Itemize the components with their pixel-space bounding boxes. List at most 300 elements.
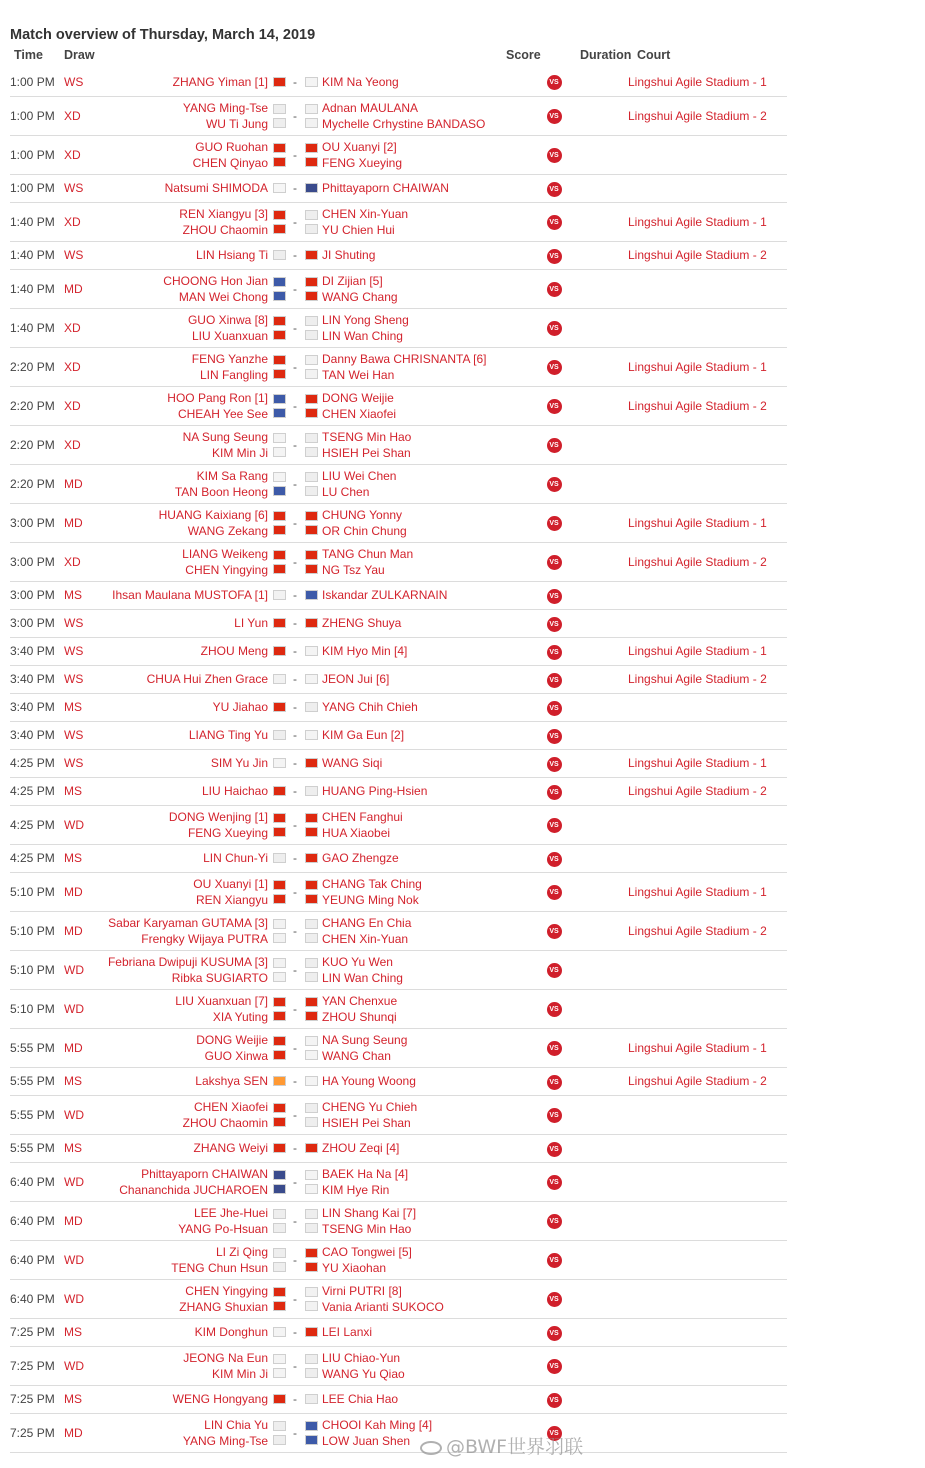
flag-id-icon [305,1301,318,1311]
player-link[interactable]: NG Tsz Yau [322,562,385,577]
score-cell [540,1162,568,1201]
versus-dash: - [290,844,300,872]
vs-icon[interactable]: VS [547,182,562,197]
court-link[interactable] [628,464,787,503]
match-draw[interactable]: XD [64,308,92,347]
player-link[interactable]: GAO Zhengze [322,851,399,865]
court-link[interactable] [628,1095,787,1134]
vs-icon[interactable]: VS [547,555,562,570]
vs-icon[interactable]: VS [547,1108,562,1123]
match-time: 1:00 PM [10,96,64,135]
flag-kr-icon [305,77,318,87]
player-link[interactable]: CHEN Yingying [185,1283,268,1298]
player-link[interactable]: TENG Chun Hsun [171,1260,268,1275]
court-link[interactable]: Lingshui Agile Stadium - 2 [628,665,787,693]
player-link[interactable]: DI Zijian [5] [322,273,383,288]
player-link[interactable]: WANG Zekang [187,523,268,538]
vs-icon[interactable]: VS [547,516,562,531]
player-link[interactable]: CHOONG Hon Jian [163,273,268,288]
court-link[interactable] [628,1385,787,1413]
player-link[interactable]: FENG Xueying [322,155,403,170]
match-draw[interactable]: MS [64,1318,92,1346]
player-link[interactable]: LI Yun [234,616,268,630]
flag-kr-icon [273,433,286,443]
match-draw[interactable]: XD [64,386,92,425]
player-link[interactable]: LIU Xuanxuan [191,328,268,343]
player-link[interactable]: HUANG Kaixiang [6] [158,507,268,522]
player-link[interactable]: WANG Yu Qiao [322,1366,405,1381]
court-link[interactable] [628,1318,787,1346]
player-link[interactable]: LI Zi Qing [215,1244,268,1259]
vs-icon[interactable]: VS [547,1326,562,1341]
team2-players [322,1385,540,1413]
team1-players [92,269,268,308]
flag-cn-icon [273,564,286,574]
vs-icon[interactable]: VS [547,360,562,375]
player-link[interactable]: Vania Arianti SUKOCO [322,1299,444,1314]
player-link[interactable]: LIU Xuanxuan [7] [175,993,268,1008]
player-link[interactable]: YANG Chih Chieh [322,700,418,714]
player-link[interactable]: MAN Wei Chong [178,289,268,304]
player-link[interactable]: DONG Wenjing [1] [168,809,268,824]
player-link[interactable]: CHEN Xin-Yuan [322,206,409,221]
match-draw[interactable]: MD [64,503,92,542]
player-link[interactable]: ZHOU Meng [200,644,268,658]
match-draw[interactable]: WD [64,1346,92,1385]
vs-icon[interactable]: VS [547,701,562,716]
court-link[interactable] [628,1413,787,1452]
flag-my-icon [305,1421,318,1431]
player-link[interactable]: LEE Chia Hao [322,1392,399,1406]
flag-cn-icon [273,1036,286,1046]
duration-cell [568,1028,628,1067]
player-link[interactable]: KIM Hyo Min [4] [322,644,408,658]
flag-cn-icon [273,157,286,167]
player-link[interactable]: WANG Siqi [322,756,383,770]
vs-icon[interactable]: VS [547,673,562,688]
player-link[interactable]: LIN Hsiang Ti [195,248,268,262]
duration-cell [568,805,628,844]
player-link[interactable]: FENG Xueying [187,825,268,840]
player-link[interactable]: LIU Haichao [201,784,268,798]
player-link[interactable]: JI Shuting [322,248,376,262]
match-time: 1:40 PM [10,241,64,269]
vs-icon[interactable]: VS [547,249,562,264]
court-link[interactable] [628,174,787,202]
team2-flags [300,308,322,347]
court-link[interactable] [628,721,787,749]
match-draw[interactable]: WS [64,174,92,202]
flag-tw-icon [273,1262,286,1272]
player-link[interactable]: KIM Min Ji [211,445,268,460]
player-link[interactable]: CHANG Tak Ching [322,876,422,891]
vs-icon[interactable]: VS [547,1253,562,1268]
team1-players [92,96,268,135]
player-link[interactable]: HOO Pang Ron [1] [167,390,268,405]
vs-icon[interactable]: VS [547,109,562,124]
player-link[interactable]: GUO Xinwa [204,1048,268,1063]
vs-icon[interactable]: VS [547,1359,562,1374]
player-link[interactable]: NA Sung Seung [322,1032,408,1047]
court-link[interactable] [628,693,787,721]
court-link[interactable] [628,1162,787,1201]
player-link[interactable]: HUA Xiaobei [322,825,391,840]
player-link[interactable]: ZHOU Chaomin [182,1115,268,1130]
vs-icon[interactable]: VS [547,645,562,660]
vs-icon[interactable]: VS [547,282,562,297]
player-link[interactable]: KIM Ga Eun [2] [322,728,405,742]
player-link[interactable]: Danny Bawa CHRISNANTA [6] [322,351,487,366]
match-draw[interactable]: XD [64,96,92,135]
court-link[interactable]: Lingshui Agile Stadium - 1 [628,68,787,96]
court-link[interactable] [628,844,787,872]
player-link[interactable]: YAN Chenxue [322,993,398,1008]
vs-icon[interactable]: VS [547,729,562,744]
player-link[interactable]: DONG Weijie [196,1032,268,1047]
player-link[interactable]: CHEN Qinyao [192,155,268,170]
player-link[interactable]: CHEN Xiaofei [193,1099,268,1114]
player-link[interactable]: CHUA Hui Zhen Grace [146,672,268,686]
player-link[interactable]: TANG Chun Man [322,546,414,561]
team1-players [92,693,268,721]
player-link[interactable]: LEI Lanxi [322,1325,373,1339]
team2-players [322,68,540,96]
court-link[interactable] [628,609,787,637]
player-link[interactable]: HSIEH Pei Shan [322,1115,411,1130]
player-link[interactable]: CHEAH Yee See [177,406,268,421]
court-link[interactable] [628,308,787,347]
vs-icon[interactable]: VS [547,885,562,900]
match-draw[interactable]: XD [64,425,92,464]
team2-players [322,308,540,347]
match-draw[interactable]: MS [64,844,92,872]
match-draw[interactable]: WS [64,665,92,693]
player-link[interactable]: TAN Wei Han [322,367,395,382]
player-link[interactable]: JEONG Na Eun [183,1350,268,1365]
player-link[interactable]: ZHOU Shunqi [322,1009,397,1024]
player-link[interactable]: NA Sung Seung [182,429,268,444]
player-link[interactable]: OU Xuanyi [2] [322,139,397,154]
player-link[interactable]: ZHANG Shuxian [179,1299,268,1314]
player-link[interactable]: XIA Yuting [212,1009,268,1024]
vs-icon[interactable]: VS [547,477,562,492]
player-link[interactable]: JEON Jui [6] [322,672,390,686]
player-link[interactable]: HUANG Ping-Hsien [322,784,428,798]
team1-flags [268,693,290,721]
player-link[interactable]: HA Young Woong [322,1074,416,1088]
player-link[interactable]: ZHENG Shuya [322,616,402,630]
match-draw[interactable]: WS [64,749,92,777]
court-link[interactable]: Lingshui Agile Stadium - 1 [628,637,787,665]
player-link[interactable]: KIM Donghun [194,1325,268,1339]
court-link[interactable] [628,1279,787,1318]
vs-icon[interactable]: VS [547,589,562,604]
vs-icon[interactable]: VS [547,1175,562,1190]
match-draw[interactable]: MS [64,1134,92,1162]
player-link[interactable]: ZHOU Zeqi [4] [322,1141,400,1155]
player-link[interactable]: YU Jiahao [212,700,268,714]
team1-players [92,1318,268,1346]
player-link[interactable]: Febriana Dwipuji KUSUMA [3] [107,954,268,969]
player-link[interactable]: GUO Xinwa [8] [187,312,268,327]
team2-flags [300,464,322,503]
court-link[interactable]: Lingshui Agile Stadium - 2 [628,911,787,950]
team2-players [322,665,540,693]
player-link[interactable]: KIM Min Ji [211,1366,268,1381]
player-link[interactable]: YANG Po-Hsuan [178,1221,268,1236]
court-link[interactable]: Lingshui Agile Stadium - 2 [628,777,787,805]
versus-dash: - [290,1201,300,1240]
flag-kr-icon [273,1327,286,1337]
player-link[interactable]: LIN Yong Sheng [322,312,409,327]
player-link[interactable]: WENG Hongyang [172,1392,268,1406]
match-draw[interactable]: WD [64,1279,92,1318]
player-link[interactable]: Chananchida JUCHAROEN [119,1182,268,1197]
team2-flags [300,269,322,308]
match-draw[interactable]: MD [64,464,92,503]
player-link[interactable]: Virni PUTRI [8] [322,1283,402,1298]
vs-icon[interactable]: VS [547,818,562,833]
player-link[interactable]: Frengky Wijaya PUTRA [141,931,268,946]
player-link[interactable]: OU Xuanyi [1] [193,876,268,891]
court-link[interactable]: Lingshui Agile Stadium - 1 [628,503,787,542]
player-link[interactable]: WU Ti Jung [205,116,268,131]
vs-icon[interactable]: VS [547,1393,562,1408]
score-cell [540,665,568,693]
duration-cell [568,581,628,609]
duration-cell [568,68,628,96]
match-draw[interactable]: WS [64,609,92,637]
match-draw[interactable]: MD [64,872,92,911]
court-link[interactable]: Lingshui Agile Stadium - 1 [628,347,787,386]
vs-icon[interactable]: VS [547,757,562,772]
match-draw[interactable]: WS [64,241,92,269]
flag-my-icon [305,1435,318,1445]
team2-flags [300,1413,322,1452]
vs-icon[interactable]: VS [547,148,562,163]
table-row [10,96,787,135]
player-link[interactable]: KUO Yu Wen [322,954,393,969]
player-link[interactable]: LIN Wan Ching [322,328,403,343]
duration-cell [568,989,628,1028]
match-draw[interactable]: MD [64,269,92,308]
player-link[interactable]: TSENG Min Hao [322,429,412,444]
match-draw[interactable]: MD [64,911,92,950]
vs-icon[interactable]: VS [547,399,562,414]
player-link[interactable]: TAN Boon Heong [174,484,268,499]
player-link[interactable]: WANG Chang [322,289,398,304]
player-link[interactable]: CHANG En Chia [322,915,412,930]
player-link[interactable]: KIM Sa Rang [196,468,268,483]
player-link[interactable]: LIANG Weikeng [182,546,268,561]
player-link[interactable]: OR Chin Chung [322,523,407,538]
match-time: 4:25 PM [10,844,64,872]
player-link[interactable]: LIN Wan Ching [322,970,403,985]
player-link[interactable]: LIN Chun-Yi [203,851,268,865]
match-draw[interactable]: MS [64,581,92,609]
table-row [10,1279,787,1318]
court-link[interactable]: Lingshui Agile Stadium - 2 [628,241,787,269]
player-link[interactable]: CHOOI Kah Ming [4] [322,1417,433,1432]
player-link[interactable]: SIM Yu Jin [210,756,268,770]
player-link[interactable]: Ribka SUGIARTO [171,970,268,985]
vs-icon[interactable]: VS [547,1075,562,1090]
flag-kr-icon [305,1170,318,1180]
vs-icon[interactable]: VS [547,852,562,867]
player-link[interactable]: LU Chen [322,484,370,499]
flag-tw-icon [305,486,318,496]
player-link[interactable]: REN Xiangyu [3] [179,206,268,221]
vs-icon[interactable]: VS [547,75,562,90]
court-link[interactable]: Lingshui Agile Stadium - 1 [628,1028,787,1067]
player-link[interactable]: YU Xiaohan [322,1260,387,1275]
player-link[interactable]: LIN Fangling [199,367,268,382]
court-link[interactable]: Lingshui Agile Stadium - 1 [628,872,787,911]
player-link[interactable]: CHEN Yingying [185,562,268,577]
flag-cn-icon [305,157,318,167]
court-link[interactable]: Lingshui Agile Stadium - 2 [628,96,787,135]
player-link[interactable]: ZHANG Weiyi [193,1141,268,1155]
match-draw[interactable]: MS [64,1385,92,1413]
player-link[interactable]: LEE Jhe-Huei [193,1205,268,1220]
table-row [10,637,787,665]
court-link[interactable] [628,1201,787,1240]
vs-icon[interactable]: VS [547,617,562,632]
match-draw[interactable]: WD [64,950,92,989]
player-link[interactable]: CHUNG Yonny [322,507,403,522]
duration-cell [568,1318,628,1346]
player-link[interactable]: LIU Wei Chen [322,468,397,483]
player-link[interactable]: Ihsan Maulana MUSTOFA [1] [112,588,268,602]
player-link[interactable]: CAO Tongwei [5] [322,1244,412,1259]
player-link[interactable]: Natsumi SHIMODA [164,181,268,195]
team1-flags [268,721,290,749]
court-link[interactable] [628,950,787,989]
team2-flags [300,542,322,581]
header-time: Time [14,48,43,62]
vs-icon[interactable]: VS [547,1142,562,1157]
player-link[interactable]: CHEN Xin-Yuan [322,931,409,946]
vs-icon[interactable]: VS [547,1002,562,1017]
flag-my-icon [305,590,318,600]
match-draw[interactable]: MD [64,1413,92,1452]
court-link[interactable]: Lingshui Agile Stadium - 1 [628,749,787,777]
match-draw[interactable]: XD [64,135,92,174]
player-link[interactable]: TSENG Min Hao [322,1221,412,1236]
player-link[interactable]: LIN Chia Yu [204,1417,268,1432]
player-link[interactable]: HSIEH Pei Shan [322,445,411,460]
vs-icon[interactable]: VS [547,1214,562,1229]
player-link[interactable]: Phittayaporn CHAIWAN [141,1166,268,1181]
player-link[interactable]: BAEK Ha Na [4] [322,1166,409,1181]
court-link[interactable] [628,135,787,174]
player-link[interactable]: CHEN Fanghui [322,809,403,824]
match-draw[interactable]: XD [64,202,92,241]
match-draw[interactable]: MS [64,693,92,721]
court-link[interactable] [628,805,787,844]
match-draw[interactable]: MD [64,1028,92,1067]
court-link[interactable] [628,269,787,308]
court-link[interactable]: Lingshui Agile Stadium - 2 [628,542,787,581]
player-link[interactable]: KIM Hye Rin [322,1182,390,1197]
match-draw[interactable]: XD [64,542,92,581]
player-link[interactable]: LIANG Ting Yu [188,728,268,742]
player-link[interactable]: GUO Ruohan [195,139,268,154]
duration-cell [568,911,628,950]
vs-icon[interactable]: VS [547,215,562,230]
player-link[interactable]: YU Chien Hui [322,222,395,237]
player-link[interactable]: CHENG Yu Chieh [322,1099,418,1114]
match-draw[interactable]: XD [64,347,92,386]
player-link[interactable]: ZHANG Yiman [1] [172,74,268,89]
versus-dash: - [290,872,300,911]
match-draw[interactable]: MS [64,777,92,805]
match-draw[interactable]: WS [64,68,92,96]
player-link[interactable]: YEUNG Ming Nok [322,892,419,907]
duration-cell [568,721,628,749]
vs-icon[interactable]: VS [547,1426,562,1441]
match-draw[interactable]: MS [64,1067,92,1095]
team1-players [92,1134,268,1162]
match-draw[interactable]: WS [64,721,92,749]
match-draw[interactable]: WD [64,1162,92,1201]
court-link[interactable]: Lingshui Agile Stadium - 2 [628,386,787,425]
vs-icon[interactable]: VS [547,438,562,453]
player-link[interactable]: WANG Chan [322,1048,391,1063]
court-link[interactable] [628,989,787,1028]
vs-icon[interactable]: VS [547,924,562,939]
player-link[interactable]: LIU Chiao-Yun [322,1350,401,1365]
match-draw[interactable]: WD [64,1095,92,1134]
vs-icon[interactable]: VS [547,1292,562,1307]
player-link[interactable]: CHEN Xiaofei [322,406,397,421]
player-link[interactable]: KIM Na Yeong [322,74,399,89]
player-link[interactable]: YANG Ming-Tse [182,1433,268,1448]
match-draw[interactable]: WD [64,989,92,1028]
court-link[interactable] [628,1346,787,1385]
match-draw[interactable]: WD [64,1240,92,1279]
player-link[interactable]: Lakshya SEN [195,1074,268,1088]
court-link[interactable] [628,1134,787,1162]
match-draw[interactable]: MD [64,1201,92,1240]
player-link[interactable]: Phittayaporn CHAIWAN [322,181,449,195]
player-link[interactable]: ZHOU Chaomin [182,222,268,237]
player-link[interactable]: Iskandar ZULKARNAIN [322,588,448,602]
court-link[interactable] [628,581,787,609]
vs-icon[interactable]: VS [547,1041,562,1056]
player-link[interactable]: REN Xiangyu [195,892,268,907]
court-link[interactable] [628,425,787,464]
player-link[interactable]: YANG Ming-Tse [182,100,268,115]
court-link[interactable] [628,1240,787,1279]
court-link[interactable]: Lingshui Agile Stadium - 2 [628,1067,787,1095]
court-link[interactable]: Lingshui Agile Stadium - 1 [628,202,787,241]
player-link[interactable]: FENG Yanzhe [191,351,268,366]
flag-tw-icon [273,250,286,260]
vs-icon[interactable]: VS [547,785,562,800]
player-link[interactable]: Adnan MAULANA [322,100,419,115]
player-link[interactable]: DONG Weijie [322,390,394,405]
flag-cn-icon [273,316,286,326]
player-link[interactable]: LOW Juan Shen [322,1433,411,1448]
player-link[interactable]: Sabar Karyaman GUTAMA [3] [108,915,268,930]
player-link[interactable]: LIN Shang Kai [7] [322,1205,417,1220]
player-link[interactable]: Mychelle Crhystine BANDASO [322,116,486,131]
vs-icon[interactable]: VS [547,321,562,336]
match-draw[interactable]: WD [64,805,92,844]
match-draw[interactable]: WS [64,637,92,665]
vs-icon[interactable]: VS [547,963,562,978]
